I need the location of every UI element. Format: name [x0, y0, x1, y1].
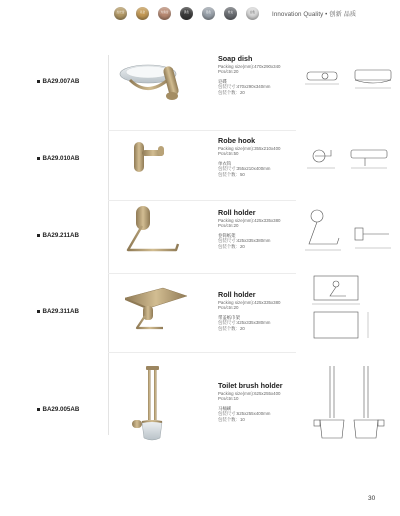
bullet-icon: [37, 310, 40, 313]
soap-dish-photo: [110, 52, 210, 112]
roll-holder-shelf-drawing: [310, 272, 390, 344]
swatch-label-1: 亮金: [139, 11, 146, 14]
swatch-label-3: 黑色: [183, 11, 190, 14]
swatch-label-0: 拉丝金: [116, 11, 125, 14]
roll-holder-shelf-photo: [115, 282, 195, 337]
product-title: Roll holder: [218, 208, 256, 217]
toilet-brush-drawing: [312, 362, 392, 442]
robe-hook-drawing: [305, 140, 395, 176]
swatch-label-2: 玫瑰金: [160, 11, 169, 14]
swatch-label-6: 白色: [249, 11, 256, 14]
row-divider: [108, 273, 296, 274]
product-specs: Packing size(mm):355x210x400 Pcs/ctn:50 单衣钩 包装尺寸:355x210x400mm 包装个数：50: [218, 146, 281, 177]
roll-holder-photo: [118, 204, 188, 259]
bullet-icon: [37, 80, 40, 83]
soap-dish-drawing: [305, 62, 395, 102]
bullet-icon: [37, 408, 40, 411]
bullet-icon: [37, 157, 40, 160]
row-divider: [108, 352, 296, 353]
product-code: BA29.005AB: [37, 406, 79, 413]
swatch-label-4: 铬色: [205, 11, 212, 14]
product-specs: Packing size(mm):625x255x400 Pcs/ctn:10 马桶刷 包装尺寸:625x255x400mm 包装个数：10: [218, 391, 281, 422]
brand-tagline: Innovation Quality • 创新 品质: [272, 11, 357, 18]
product-specs: Packing size(mm):470x290x340 Pcs/ctn:20 皂碟 包装尺寸:470x290x340mm 包装个数：20: [218, 64, 281, 95]
row-divider: [108, 130, 296, 131]
row-divider: [108, 200, 296, 201]
product-code: BA29.311AB: [37, 308, 79, 315]
swatch-label-5: 枪灰: [227, 11, 234, 14]
product-title: Soap dish: [218, 54, 253, 63]
product-title: Roll holder: [218, 290, 256, 299]
product-specs: Packing size(mm):425x335x380 Pcs/ctn:20 卷筒纸架 包装尺寸:425x335x380mm 包装个数：20: [218, 218, 281, 249]
product-code: BA29.211AB: [37, 232, 79, 239]
toilet-brush-holder-photo: [118, 362, 188, 442]
product-code: BA29.007AB: [37, 78, 79, 85]
product-title: Toilet brush holder: [218, 381, 283, 390]
roll-holder-drawing: [305, 208, 395, 254]
product-specs: Packing size(mm):425x335x380 Pcs/ctn:20 带盖纸巾架 包装尺寸:425x335x380mm 包装个数：20: [218, 300, 281, 331]
product-code: BA29.010AB: [37, 155, 79, 162]
bullet-icon: [37, 234, 40, 237]
robe-hook-photo: [120, 138, 180, 178]
column-divider: [108, 55, 109, 435]
page-number: 30: [368, 495, 376, 502]
product-title: Robe hook: [218, 136, 256, 145]
